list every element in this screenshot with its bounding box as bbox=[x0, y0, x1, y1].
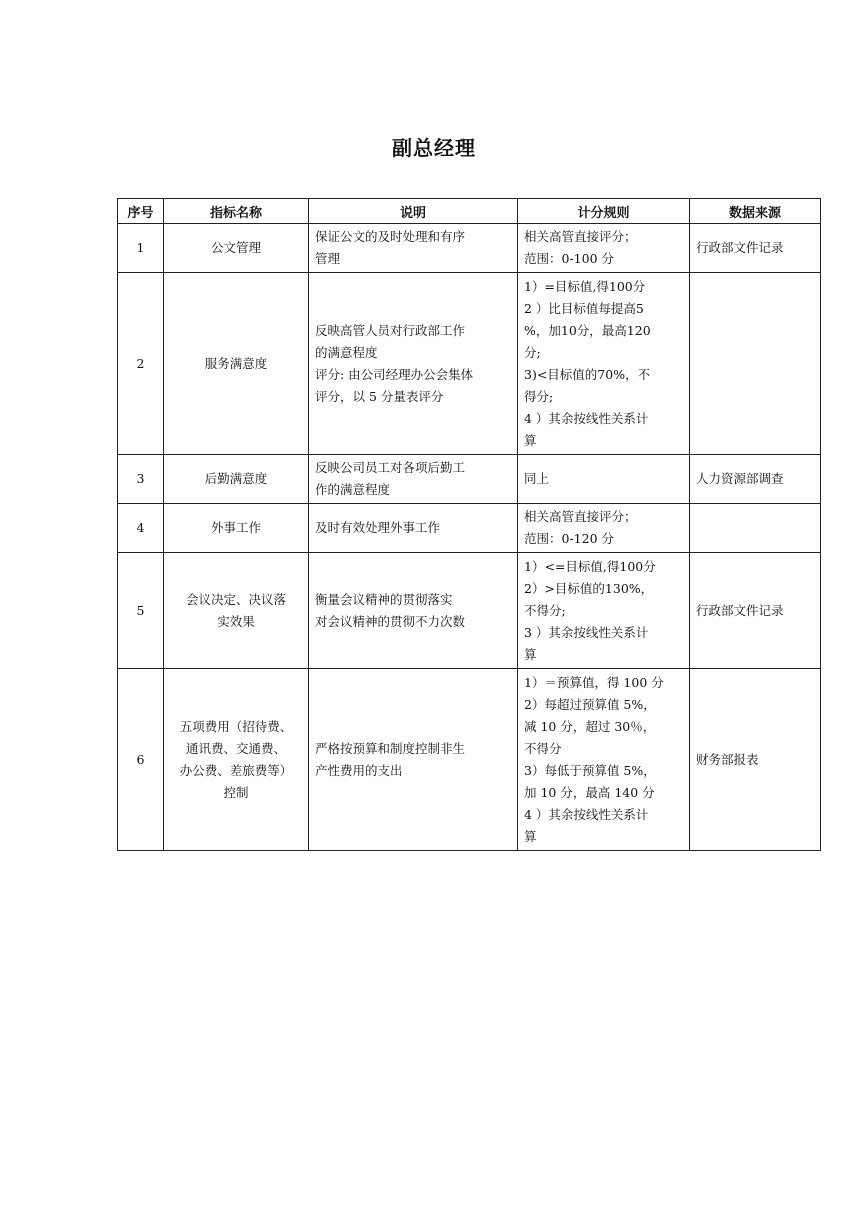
table-header-row bbox=[118, 199, 821, 224]
cell-rule: 相关高管直接评分； 范围：0-100 分 bbox=[518, 224, 690, 273]
cell-no: 4 bbox=[118, 504, 164, 553]
table-row bbox=[118, 455, 821, 504]
header-desc: 说明 bbox=[309, 199, 518, 224]
cell-no: 2 bbox=[118, 273, 164, 455]
cell-source: 行政部文件记录 bbox=[690, 224, 821, 273]
cell-source: 行政部文件记录 bbox=[690, 553, 821, 669]
header-name: 指标名称 bbox=[164, 199, 309, 224]
cell-no: 6 bbox=[118, 669, 164, 851]
kpi-table bbox=[117, 198, 821, 851]
table-row bbox=[118, 273, 821, 455]
cell-name: 后勤满意度 bbox=[164, 455, 309, 504]
cell-name: 服务满意度 bbox=[164, 273, 309, 455]
header-source: 数据来源 bbox=[690, 199, 821, 224]
cell-desc: 及时有效处理外事工作 bbox=[309, 504, 518, 553]
cell-desc: 反映高管人员对行政部工作 的满意程度 评分: 由公司经理办公会集体 评分，以 5 分量表评分 bbox=[309, 273, 518, 455]
cell-name: 会议决定、决议落 实效果 bbox=[164, 553, 309, 669]
cell-source: 人力资源部调查 bbox=[690, 455, 821, 504]
cell-desc: 严格按预算和制度控制非生 产性费用的支出 bbox=[309, 669, 518, 851]
cell-rule: 1）=目标值,得100分 2 ）比目标值每提高5 %，加10分，最高120 分; 3)<目标值的70%，不 得分; 4 ）其余按线性关系计 算 bbox=[518, 273, 690, 455]
cell-source bbox=[690, 504, 821, 553]
cell-name: 公文管理 bbox=[164, 224, 309, 273]
cell-no: 1 bbox=[118, 224, 164, 273]
cell-no: 5 bbox=[118, 553, 164, 669]
header-rule: 计分规则 bbox=[518, 199, 690, 224]
cell-desc: 保证公文的及时处理和有序 管理 bbox=[309, 224, 518, 273]
table-row bbox=[118, 224, 821, 273]
header-no: 序号 bbox=[118, 199, 164, 224]
cell-source: 财务部报表 bbox=[690, 669, 821, 851]
cell-rule: 同上 bbox=[518, 455, 690, 504]
cell-rule: 相关高管直接评分； 范围：0-120 分 bbox=[518, 504, 690, 553]
cell-source bbox=[690, 273, 821, 455]
cell-rule: 1）＝预算值，得 100 分 2）每超过预算值 5%， 减 10 分，超过 30％， 不得分 3）每低于预算值 5%， 加 10 分，最高 140 分 4 ）其余按线性关系计 算 bbox=[518, 669, 690, 851]
cell-name: 外事工作 bbox=[164, 504, 309, 553]
cell-desc: 反映公司员工对各项后勤工 作的满意程度 bbox=[309, 455, 518, 504]
table-row bbox=[118, 504, 821, 553]
cell-no: 3 bbox=[118, 455, 164, 504]
table-row bbox=[118, 669, 821, 851]
page-title: 副总经理 bbox=[392, 136, 476, 160]
cell-name: 五项费用（招待费、 通讯费、交通费、 办公费、差旅费等） 控制 bbox=[164, 669, 309, 851]
table-row bbox=[118, 553, 821, 669]
cell-desc: 衡量会议精神的贯彻落实 对会议精神的贯彻不力次数 bbox=[309, 553, 518, 669]
cell-rule: 1）<=目标值,得100分 2）>目标值的130%， 不得分; 3 ）其余按线性关系计 算 bbox=[518, 553, 690, 669]
